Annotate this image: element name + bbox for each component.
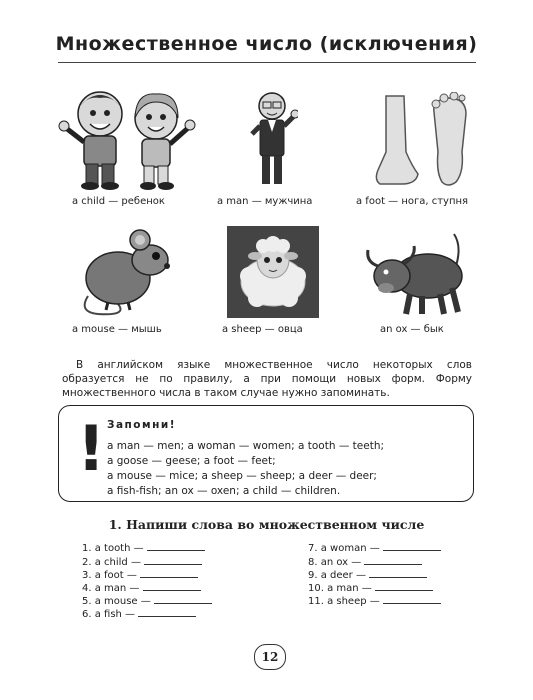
exercise-item: 8. an ox —	[308, 555, 422, 568]
exercise-item: 3. a foot —	[82, 568, 198, 581]
exercise-item: 7. a woman —	[308, 541, 441, 554]
exercise-item: 9. a deer —	[308, 568, 427, 581]
caption-ox: an ox — бык	[380, 324, 444, 335]
answer-blank[interactable]	[138, 607, 196, 617]
exclamation-icon: !	[77, 412, 106, 485]
answer-blank[interactable]	[383, 594, 441, 604]
memo-line: a mouse — mice; a sheep — sheep; a deer — deer;	[107, 470, 377, 482]
answer-blank[interactable]	[364, 555, 422, 565]
memo-box	[58, 405, 474, 502]
exercise-item: 5. a mouse —	[82, 594, 212, 607]
memo-line: a goose — geese; a foot — feet;	[107, 455, 276, 467]
caption-mouse: a mouse — мышь	[72, 324, 162, 335]
answer-blank[interactable]	[147, 541, 205, 551]
page-title: Множественное число (исключения)	[55, 33, 478, 55]
answer-blank[interactable]	[144, 555, 202, 565]
memo-heading: Запомни!	[107, 419, 176, 431]
exercise-item: 10. a man —	[308, 581, 433, 594]
answer-blank[interactable]	[375, 581, 433, 591]
answer-blank[interactable]	[143, 581, 201, 591]
memo-line: a fish-fish; an ox — oxen; a child — children.	[107, 485, 341, 497]
mouse-illustration	[78, 226, 174, 318]
caption-sheep: a sheep — овца	[222, 324, 303, 335]
page-number: 12	[254, 644, 286, 670]
answer-blank[interactable]	[154, 594, 212, 604]
exercise-title: 1. Напиши слова во множественном числе	[108, 517, 425, 532]
children-illustration	[52, 84, 202, 192]
exercise-item: 4. a man —	[82, 581, 201, 594]
memo-line: a man — men; a woman — women; a tooth — teeth;	[107, 440, 385, 452]
answer-blank[interactable]	[140, 568, 198, 578]
exercise-item: 2. a child —	[82, 555, 202, 568]
sheep-illustration	[227, 226, 319, 318]
exercise-item: 1. a tooth —	[82, 541, 205, 554]
title-divider	[58, 62, 476, 63]
rule-paragraph: В английском языке множественное число некоторых слов образуется не по правилу, а при помощи новых форм. Форму множественного числа в таком случае нужно запоминать.	[62, 359, 472, 399]
caption-foot: a foot — нога, ступня	[356, 196, 469, 207]
answer-blank[interactable]	[369, 568, 427, 578]
caption-man: a man — мужчина	[217, 196, 313, 207]
feet-illustration	[372, 92, 476, 188]
caption-child: a child — ребенок	[72, 196, 165, 207]
man-illustration	[250, 86, 298, 190]
exercise-item: 11. a sheep —	[308, 594, 441, 607]
answer-blank[interactable]	[383, 541, 441, 551]
exercise-item: 6. a fish —	[82, 607, 196, 620]
ox-illustration	[364, 226, 472, 320]
